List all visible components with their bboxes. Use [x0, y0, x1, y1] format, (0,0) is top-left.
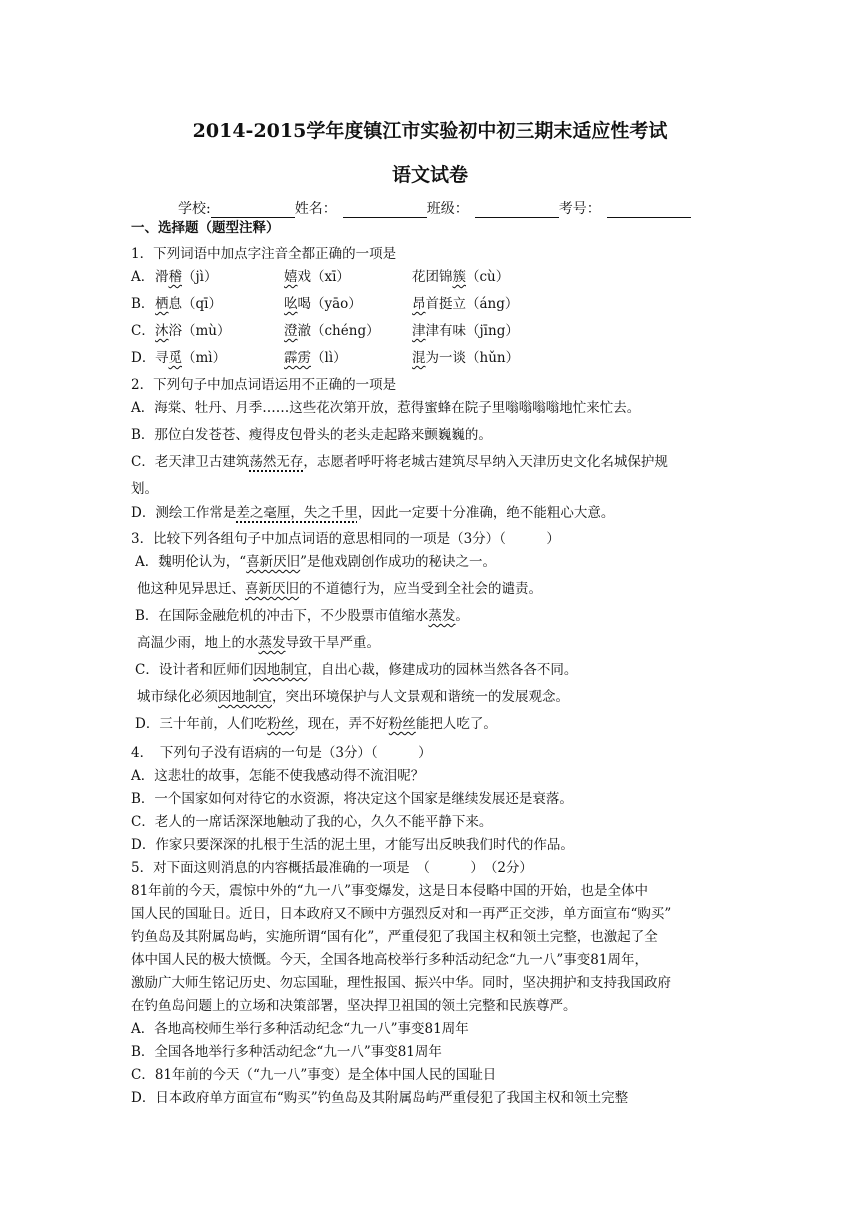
- q1-option-a-word3: 花团锦簇（cù）: [412, 269, 510, 285]
- q2-option-b: B．那位白发苍苍、瘦得皮包骨头的老头走起路来颤巍巍的。: [131, 427, 492, 443]
- q5-option-c: C．81年前的今天（“九一八”事变）是全体中国人民的国耻日: [131, 1067, 497, 1083]
- q2-stem: 2．下列句子中加点词语运用不正确的一项是: [131, 377, 397, 393]
- q2-option-c: C．老天津卫古建筑荡然无存，志愿者呼吁将老城古建筑尽早纳入天津历史文化名城保护规: [131, 454, 668, 470]
- class-blank[interactable]: [475, 202, 559, 218]
- q3-option-b-line1: B．在国际金融危机的冲击下，不少股票市值缩水蒸发。: [135, 608, 469, 624]
- q1-option-a-word2: 嬉戏（xī）: [284, 269, 350, 285]
- exam-number-blank[interactable]: [607, 202, 691, 218]
- q3-option-a-line1: A．魏明伦认为，“喜新厌旧”是他戏剧创作成功的秘诀之一。: [135, 554, 497, 570]
- q1-option-d-word2: 霹雳（lì）: [284, 350, 347, 366]
- exam-title: 2014-2015学年度镇江市实验初中初三期末适应性考试: [192, 120, 668, 142]
- q1-option-c-word1: 沐浴（mù）: [155, 323, 231, 339]
- q1-option-a-label: A．: [131, 269, 155, 285]
- q5-option-b: B．全国各地举行多种活动纪念“九一八”事变81周年: [131, 1044, 442, 1060]
- q1-option-c-word2: 澄澈（chéng）: [284, 323, 380, 339]
- q1-option-b-word3: 昂首挺立（áng）: [412, 296, 519, 312]
- q2-dotted-word-c: 荡然无存: [249, 454, 304, 470]
- q1-option-a-word1: 滑稽（jì）: [155, 269, 218, 285]
- q1-stem: 1．下列词语中加点字注音全都正确的一项是: [131, 246, 397, 262]
- q4-stem: 4． 下列句子没有语病的一句是（3分）（ ）: [131, 745, 432, 761]
- q3-stem: 3．比较下列各组句子中加点词语的意思相同的一项是（3分）（ ）: [131, 531, 560, 547]
- q1-option-d-word1: 寻觅（mì）: [155, 350, 227, 366]
- exam-number-label: 考号：: [558, 201, 601, 217]
- q1-option-b-word1: 栖息（qī）: [155, 296, 222, 312]
- q1-option-d-label: D．: [131, 350, 156, 366]
- q3-option-d: D．三十年前，人们吃粉丝，现在，弄不好粉丝能把人吃了。: [135, 716, 497, 732]
- q1-option-c-label: C．: [131, 323, 155, 339]
- q2-option-d: D．测绘工作常是差之毫厘，失之千里，因此一定要十分准确，绝不能粗心大意。: [131, 505, 615, 521]
- q3-option-c-line2: 城市绿化必须因地制宜，突出环境保护与人文景观和谐统一的发展观念。: [137, 689, 569, 705]
- q5-option-d: D．日本政府单方面宣布“购买”钓鱼岛及其附属岛屿严重侵犯了我国主权和领土完整: [131, 1090, 629, 1106]
- q3-option-a-line2: 他这种见异思迁、喜新厌旧的不道德行为，应当受到全社会的谴责。: [137, 581, 542, 597]
- school-label: 学校:: [178, 201, 211, 217]
- q1-option-d-word3: 混为一谈（hǔn）: [412, 350, 520, 366]
- q5-passage-line: 激励广大师生铭记历史、勿忘国耻，理性报国、振兴中华。同时，坚决拥护和支持我国政府: [131, 975, 671, 991]
- q5-option-a: A．各地高校师生举行多种活动纪念“九一八”事变81周年: [131, 1021, 469, 1037]
- school-blank[interactable]: [211, 202, 295, 218]
- section-heading: 一、选择题（题型注释）: [131, 220, 280, 236]
- q2-dotted-word-d: 差之毫厘，失之千里: [236, 505, 358, 521]
- q1-option-c-word3: 津津有味（jīng）: [412, 323, 519, 339]
- q5-passage-line: 钓鱼岛及其附属岛屿，实施所谓“国有化”，严重侵犯了我国主权和领土完整，也激起了全: [131, 929, 658, 945]
- class-label: 班级：: [426, 201, 469, 217]
- student-info-line: [178, 198, 691, 218]
- q5-passage-line: 81年前的今天，震惊中外的“九一八”事变爆发，这是日本侵略中国的开始，也是全体中: [131, 883, 648, 899]
- name-blank[interactable]: [343, 202, 427, 218]
- q5-stem: 5．对下面这则消息的内容概括最准确的一项是 （ ） （2分）: [131, 860, 533, 876]
- q5-passage-line: 在钓鱼岛问题上的立场和决策部署，坚决捍卫祖国的领土完整和民族尊严。: [131, 998, 577, 1014]
- exam-subtitle: 语文试卷: [391, 164, 468, 186]
- q4-option-b: B．一个国家如何对待它的水资源，将决定这个国家是继续发展还是衰落。: [131, 791, 573, 807]
- q4-option-c: C．老人的一席话深深地触动了我的心，久久不能平静下来。: [131, 814, 493, 830]
- name-label: 姓名：: [294, 201, 337, 217]
- q4-option-a: A．这悲壮的故事，怎能不使我感动得不流泪呢？: [131, 768, 425, 784]
- q4-option-d: D．作家只要深深的扎根于生活的泥土里，才能写出反映我们时代的作品。: [131, 837, 574, 853]
- q5-passage-line: 国人民的国耻日。近日，日本政府又不顾中方强烈反对和一再严正交涉，单方面宣布“购买”: [131, 906, 672, 922]
- q5-passage-line: 体中国人民的极大愤慨。今天，全国各地高校举行多种活动纪念“九一八”事变81周年，: [131, 952, 648, 968]
- q3-option-c-line1: C．设计者和匠师们因地制宜，自出心裁，修建成功的园林当然各各不同。: [135, 662, 578, 678]
- q1-option-b-word2: 吆喝（yāo）: [284, 296, 362, 312]
- q1-option-b-label: B．: [131, 296, 155, 312]
- q2-option-a: A．海棠、牡丹、月季……这些花次第开放，惹得蜜蜂在院子里嗡嗡嗡嗡地忙来忙去。: [131, 400, 641, 416]
- q2-option-c-continued: 划。: [131, 481, 158, 497]
- q3-option-b-line2: 高温少雨，地上的水蒸发导致干旱严重。: [137, 635, 380, 651]
